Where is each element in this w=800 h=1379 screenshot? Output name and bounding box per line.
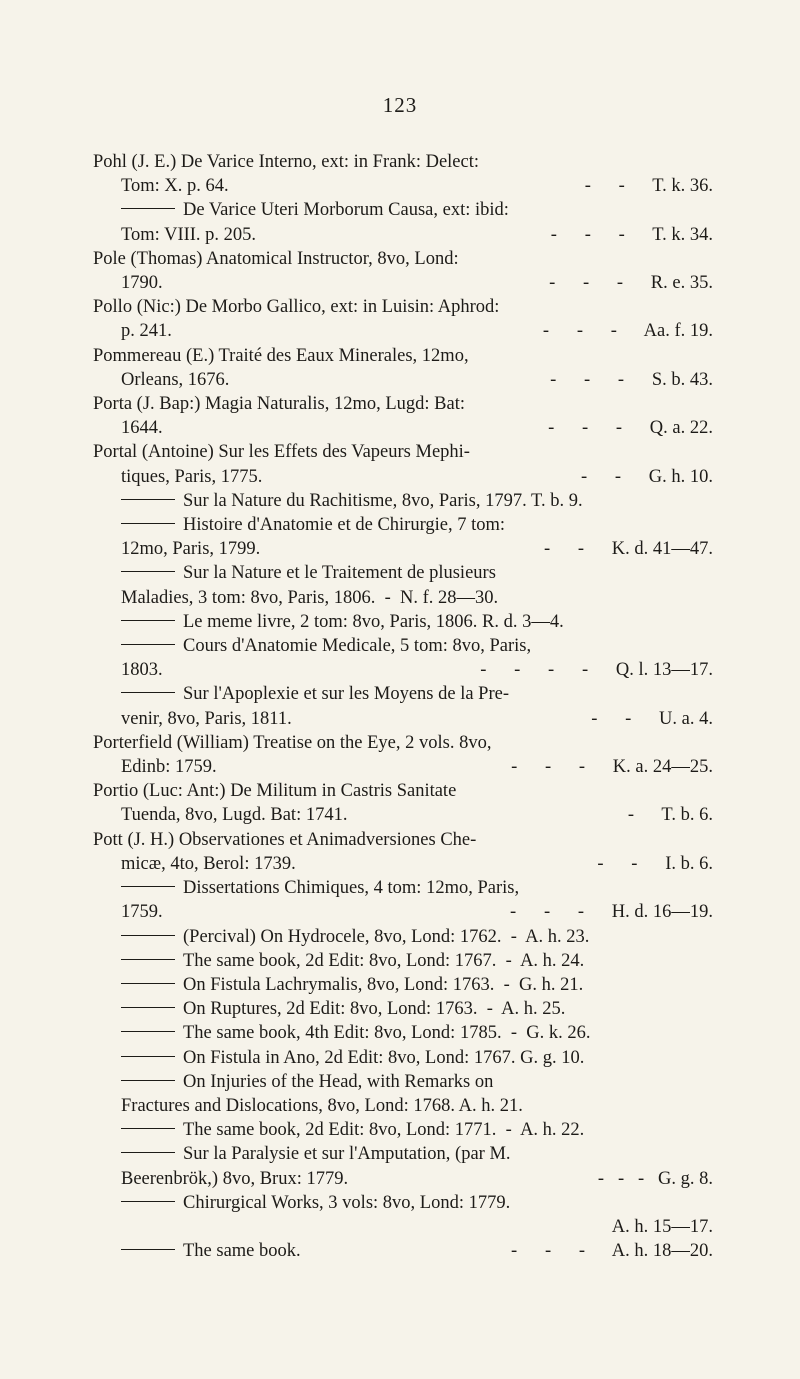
entry-line xyxy=(93,1021,713,1045)
entry-text: Pommereau (E.) Traité des Eaux Minerales, 12mo, xyxy=(93,345,469,366)
entry-text: Edinb: 1759. xyxy=(121,757,217,778)
entry-text: tiques, Paris, 1775. xyxy=(121,466,263,487)
entry-text: p. 241. xyxy=(121,321,172,342)
shelf-mark: - - - R. e. 35. xyxy=(549,273,713,294)
entry-text: 1644. xyxy=(121,418,163,439)
catalogue-entry xyxy=(93,150,713,198)
entry-line xyxy=(93,852,713,876)
catalogue-entry xyxy=(93,440,713,488)
entry-line xyxy=(93,997,713,1021)
entry-text: Sur l'Apoplexie et sur les Moyens de la Pre- xyxy=(183,684,509,705)
entry-line xyxy=(93,513,713,537)
entry-line xyxy=(93,1191,713,1215)
entry-line xyxy=(93,925,713,949)
shelf-mark: - - I. b. 6. xyxy=(597,853,713,874)
shelf-mark: - - - Aa. f. 19. xyxy=(542,321,713,342)
catalogue-entry xyxy=(93,949,713,973)
shelf-mark: - - - S. b. 43. xyxy=(550,369,713,390)
entry-line xyxy=(93,1118,713,1142)
entry-text: Pohl (J. E.) De Varice Interno, ext: in Frank: Delect: xyxy=(93,152,479,172)
entry-line xyxy=(93,973,713,997)
ditto-dash xyxy=(121,886,175,887)
entry-text: On Fistula Lachrymalis, 8vo, Lond: 1763. - G. h. 21. xyxy=(183,974,584,995)
ditto-dash xyxy=(121,1249,175,1250)
entry-line xyxy=(93,731,713,755)
catalogue-entry xyxy=(93,1118,713,1142)
entry-line xyxy=(93,828,713,852)
ditto-dash xyxy=(121,620,175,621)
entry-text: The same book. xyxy=(183,1241,301,1262)
catalogue-entry xyxy=(93,925,713,949)
entry-line xyxy=(93,440,713,464)
entry-line xyxy=(93,803,713,827)
entry-text: De Varice Uteri Morborum Causa, ext: ibid: xyxy=(183,200,509,221)
entry-text: Fractures and Dislocations, 8vo, Lond: 1768. A. h. 21. xyxy=(121,1095,523,1116)
catalogue-entry xyxy=(93,198,713,246)
entry-text: venir, 8vo, Paris, 1811. xyxy=(121,708,292,729)
entry-line xyxy=(93,1142,713,1166)
entry-line xyxy=(93,271,713,295)
entry-text: Portal (Antoine) Sur les Effets des Vapeurs Mephi- xyxy=(93,442,470,463)
entry-text: Pole (Thomas) Anatomical Instructor, 8vo, Lond: xyxy=(93,248,459,269)
entry-line xyxy=(93,1046,713,1070)
catalogue-entry xyxy=(93,392,713,440)
entry-line xyxy=(93,1167,713,1191)
entry-line xyxy=(93,150,713,174)
entry-text: 1803. xyxy=(121,660,163,681)
entry-text: On Injuries of the Head, with Remarks on xyxy=(183,1071,494,1092)
shelf-mark: - T. b. 6. xyxy=(627,805,713,826)
catalogue-entry xyxy=(93,344,713,392)
entry-text: Sur la Nature et le Traitement de plusieurs xyxy=(183,563,496,584)
catalogue-entry xyxy=(93,610,713,634)
catalogue-entry xyxy=(93,489,713,513)
entry-text: Orleans, 1676. xyxy=(121,369,230,390)
entry-text: Porta (J. Bap:) Magia Naturalis, 12mo, Lugd: Bat: xyxy=(93,394,465,415)
entry-text: The same book, 2d Edit: 8vo, Lond: 1771. - A. h. 22. xyxy=(183,1120,585,1141)
catalogue-entry xyxy=(93,1191,713,1239)
catalogue-entry xyxy=(93,1142,713,1190)
ditto-dash xyxy=(121,1152,175,1153)
ditto-dash xyxy=(121,1031,175,1032)
entry-text: Portio (Luc: Ant:) De Militum in Castris Sanitate xyxy=(93,781,457,802)
ditto-dash xyxy=(121,1201,175,1202)
shelf-mark: - - - T. k. 34. xyxy=(550,224,713,245)
entry-text: Porterfield (William) Treatise on the Eye, 2 vols. 8vo, xyxy=(93,732,492,753)
ditto-dash xyxy=(121,644,175,645)
ditto-dash xyxy=(121,523,175,524)
entry-line xyxy=(93,223,713,247)
ditto-dash xyxy=(121,1128,175,1129)
catalogue-entry xyxy=(93,513,713,561)
entry-text: Sur la Nature du Rachitisme, 8vo, Paris, 1797. T. b. 9. xyxy=(183,490,583,511)
shelf-mark: - - T. k. 36. xyxy=(584,176,713,197)
shelf-mark: - - - Q. a. 22. xyxy=(548,418,713,439)
shelf-mark: - - - - Q. l. 13—17. xyxy=(480,660,713,681)
catalogue-entry xyxy=(93,561,713,609)
entry-text: Tom: VIII. p. 205. xyxy=(121,224,257,245)
entry-text: 1759. xyxy=(121,902,163,923)
ditto-dash xyxy=(121,208,175,209)
catalogue-entry xyxy=(93,997,713,1021)
catalogue-entry xyxy=(93,973,713,997)
ditto-dash xyxy=(121,571,175,572)
entry-line xyxy=(93,634,713,658)
ditto-dash xyxy=(121,1080,175,1081)
entry-text: On Fistula in Ano, 2d Edit: 8vo, Lond: 1767. G. g. 10. xyxy=(183,1047,585,1068)
entry-text: Chirurgical Works, 3 vols: 8vo, Lond: 1779. xyxy=(183,1192,511,1213)
catalogue-entry xyxy=(93,828,713,876)
catalogue-entry xyxy=(93,634,713,682)
shelf-mark: - - K. d. 41—47. xyxy=(543,539,713,560)
shelf-mark: A. h. 15—17. xyxy=(611,1216,713,1237)
entry-text: Maladies, 3 tom: 8vo, Paris, 1806. - N. f. 28—30. xyxy=(121,587,499,608)
entry-line xyxy=(93,368,713,392)
ditto-dash xyxy=(121,1007,175,1008)
entry-line xyxy=(93,707,713,731)
shelf-mark: - - G. h. 10. xyxy=(580,466,713,487)
page-number: 123 xyxy=(382,93,418,117)
entry-text: On Ruptures, 2d Edit: 8vo, Lond: 1763. - A. h. 25. xyxy=(183,999,566,1020)
entry-line xyxy=(93,658,713,682)
entry-line xyxy=(93,1094,713,1118)
entry-line xyxy=(93,682,713,706)
entry-line xyxy=(93,949,713,973)
shelf-mark: - - - H. d. 16—19. xyxy=(510,902,713,923)
ditto-dash xyxy=(121,692,175,693)
ditto-dash xyxy=(121,1056,175,1057)
catalogue-entry xyxy=(93,1046,713,1070)
entry-line xyxy=(93,779,713,803)
entry-text: (Percival) On Hydrocele, 8vo, Lond: 1762. - A. h. 23. xyxy=(183,926,590,947)
entry-text: Pott (J. H.) Observationes et Animadversiones Che- xyxy=(93,829,477,850)
shelf-mark: - - U. a. 4. xyxy=(591,708,713,729)
entry-line xyxy=(93,1239,713,1263)
catalogue-entry xyxy=(93,1021,713,1045)
entry-line xyxy=(93,561,713,585)
entry-text: Le meme livre, 2 tom: 8vo, Paris, 1806. R. d. 3—4. xyxy=(183,611,564,632)
catalogue-entry xyxy=(93,295,713,343)
entry-line xyxy=(93,198,713,222)
entry-line xyxy=(93,344,713,368)
entry-text: Tuenda, 8vo, Lugd. Bat: 1741. xyxy=(121,805,348,826)
entry-line xyxy=(93,416,713,440)
entry-text: Tom: X. p. 64. xyxy=(121,176,229,197)
ditto-dash xyxy=(121,959,175,960)
entry-line xyxy=(93,586,713,610)
entry-line xyxy=(93,489,713,513)
entry-text: Beerenbrök,) 8vo, Brux: 1779. xyxy=(121,1168,349,1189)
entry-text: 1790. xyxy=(121,273,163,294)
entry-line xyxy=(93,1070,713,1094)
entry-line xyxy=(93,755,713,779)
entry-line xyxy=(93,1215,713,1239)
catalogue-entry xyxy=(93,731,713,779)
entry-text: 12mo, Paris, 1799. xyxy=(121,539,261,560)
entry-text: Cours d'Anatomie Medicale, 5 tom: 8vo, Paris, xyxy=(183,636,532,657)
shelf-mark: - - - G. g. 8. xyxy=(597,1168,713,1189)
entry-text: Pollo (Nic:) De Morbo Gallico, ext: in Luisin: Aphrod: xyxy=(93,297,500,318)
ditto-dash xyxy=(121,499,175,500)
entry-text-group xyxy=(121,1239,301,1263)
entry-text: The same book, 2d Edit: 8vo, Lond: 1767. - A. h. 24. xyxy=(183,950,585,971)
catalogue-entry xyxy=(93,1239,713,1263)
ditto-dash xyxy=(121,983,175,984)
entry-line xyxy=(93,465,713,489)
catalogue-entry xyxy=(93,1070,713,1118)
ditto-dash xyxy=(121,935,175,936)
catalogue-entry xyxy=(93,247,713,295)
entry-text: The same book, 4th Edit: 8vo, Lond: 1785. - G. k. 26. xyxy=(183,1023,591,1044)
entry-text: Histoire d'Anatomie et de Chirurgie, 7 tom: xyxy=(183,515,506,536)
entry-line xyxy=(93,174,713,198)
entry-line xyxy=(93,392,713,416)
entry-text: micæ, 4to, Berol: 1739. xyxy=(121,853,296,874)
entry-text: Sur la Paralysie et sur l'Amputation, (par M. xyxy=(183,1144,511,1165)
shelf-mark: - - - A. h. 18—20. xyxy=(511,1241,713,1262)
catalogue-entries xyxy=(93,150,713,1263)
entry-line xyxy=(93,319,713,343)
catalogue-entry xyxy=(93,779,713,827)
shelf-mark: - - - K. a. 24—25. xyxy=(511,757,713,778)
entry-line xyxy=(93,610,713,634)
catalogue-entry xyxy=(93,876,713,924)
entry-line xyxy=(93,900,713,924)
entry-line xyxy=(93,537,713,561)
entry-line xyxy=(93,295,713,319)
catalogue-entry xyxy=(93,682,713,730)
entry-line xyxy=(93,876,713,900)
entry-text: Dissertations Chimiques, 4 tom: 12mo, Paris, xyxy=(183,878,520,899)
entry-line xyxy=(93,247,713,271)
